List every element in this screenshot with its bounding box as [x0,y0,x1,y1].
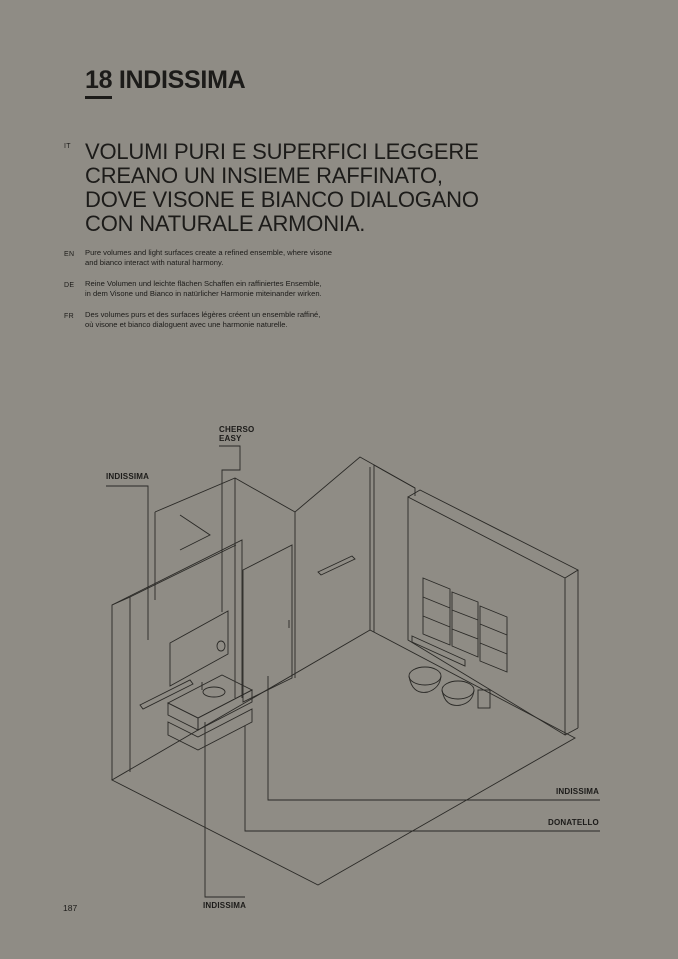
mirror-light [217,641,225,651]
lang-code-de: DE [64,282,75,289]
leader-cherso [219,446,240,612]
vanity-drawer [168,709,252,750]
shelf-unit-1 [423,578,450,645]
leader-indissima-bottom [205,722,245,897]
text-line: and bianco interact with natural harmony. [85,257,224,267]
vanity-side [198,690,252,730]
lang-code-it: IT [64,143,71,150]
right-wall [408,497,565,735]
vanity-front [168,703,198,730]
shelf-line [423,616,450,627]
text-line: in dem Visone und Bianco in natürlicher Harmonie miteinander wirken. [85,288,322,298]
back-wall-notch [180,515,210,550]
mirror [170,611,228,686]
door [243,545,292,702]
right-wall-top [408,490,578,578]
floor-outline [112,630,575,885]
shelf-line [480,643,507,654]
lang-code-en: EN [64,251,75,258]
leader-indissima-right [268,676,600,800]
washbasin [203,687,225,697]
left-wall [112,540,242,780]
towel-rail [318,556,355,575]
back-wall-top [155,457,415,512]
text-line: Des volumes purs et des surfaces légères créent un ensemble raffiné, [85,310,321,319]
chapter-name: INDISSIMA [118,66,246,94]
headline-line: CREANO UN INSIEME RAFFINATO, [85,163,443,188]
shelf-line [452,629,478,639]
headline-line: CON NATURALE ARMONIA. [85,211,366,236]
text-line: Reine Volumen und leichte flächen Schaffen ein raffiniertes Ensemble, [85,279,322,288]
shelf-line [423,597,450,608]
shelf-line [480,624,507,635]
bidet [409,667,441,685]
bidet-body [409,676,441,692]
toilet-body [442,690,474,705]
shelf-unit-3 [480,606,507,672]
callout-line: CHERSO [219,425,255,434]
callout-line: EASY [219,434,242,443]
text-line: Pure volumes and light surfaces create a refined ensemble, where visone [85,248,332,257]
callout-indissima-top: INDISSIMA [106,472,150,481]
right-wall-base [565,728,578,735]
page-number: 187 [63,903,78,913]
headline-line: VOLUMI PURI E SUPERFICI LEGGERE [85,139,479,164]
shelf-line [452,610,478,620]
callout-cherso-easy [219,425,254,443]
callout-indissima-right: INDISSIMA [556,787,600,796]
text-line: où visone et bianco dialoguent avec une harmonie naturelle. [85,319,288,329]
headline-line: DOVE VISONE E BIANCO DIALOGANO [85,187,479,212]
chapter-number: 18 [85,66,113,94]
toilet [442,681,474,699]
lang-code-fr: FR [64,313,74,320]
back-wall-right [374,465,415,496]
callout-donatello: DONATELLO [548,818,599,827]
callout-indissima-bottom: INDISSIMA [203,901,247,910]
leader-donatello [245,726,600,831]
shelf-unit-2 [452,592,478,657]
